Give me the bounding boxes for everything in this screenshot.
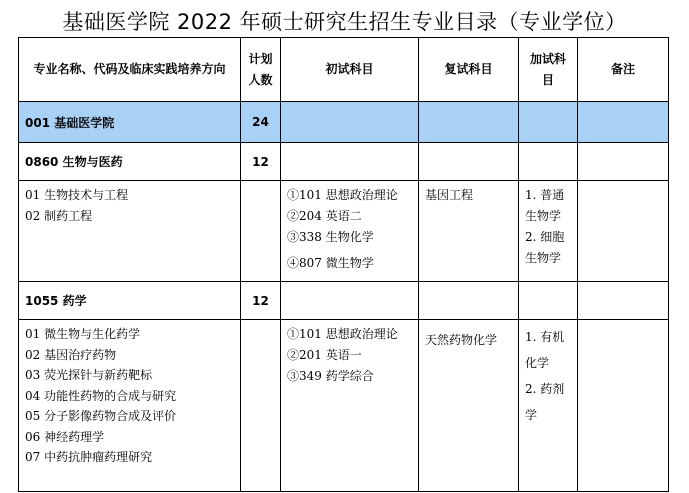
retest-subject-text: 基因工程 bbox=[425, 188, 474, 202]
header-quota-line1: 计划 bbox=[248, 51, 273, 66]
extra-subject-line: 2. 药剂 bbox=[525, 382, 565, 396]
initial-subject: ②201 英语一 bbox=[287, 348, 362, 362]
catalog-table bbox=[18, 37, 669, 492]
major-name: 1055 药学 bbox=[19, 282, 241, 320]
initial-subject: ②204 英语二 bbox=[287, 209, 362, 223]
extra-subject-line: 1. 有机 bbox=[525, 330, 565, 344]
initial-subject: ①101 思想政治理论 bbox=[287, 188, 398, 202]
direction-item: 01 微生物与生化药学 bbox=[25, 327, 141, 341]
extra-subject-list bbox=[519, 181, 578, 282]
direction-item: 02 基因治疗药物 bbox=[25, 347, 117, 362]
initial-subject: ③338 生物化学 bbox=[287, 230, 374, 244]
extra-subject-line: 生物学 bbox=[525, 251, 562, 265]
college-row bbox=[19, 102, 669, 143]
initial-subject: ①101 思想政治理论 bbox=[287, 327, 398, 341]
header-extra-line1: 加试科 bbox=[529, 51, 566, 66]
direction-item: 07 中药抗肿瘤药理研究 bbox=[25, 450, 153, 464]
extra-subject-line: 2. 细胞 bbox=[525, 230, 565, 244]
major-quota: 12 bbox=[241, 143, 281, 181]
extra-subject-line: 学 bbox=[525, 408, 538, 422]
header-extra-line2: 目 bbox=[541, 72, 554, 87]
header-extra-subjects bbox=[519, 38, 578, 102]
header-quota-line2: 人数 bbox=[248, 72, 273, 87]
direction-list bbox=[19, 320, 241, 492]
major-detail-row bbox=[19, 181, 669, 282]
college-name: 001 基础医学院 bbox=[19, 102, 241, 143]
major-detail-row bbox=[19, 320, 669, 492]
retest-subject bbox=[419, 181, 519, 282]
retest-subject bbox=[419, 320, 519, 492]
extra-subject-line: 生物学 bbox=[525, 209, 562, 223]
major-name: 0860 生物与医药 bbox=[19, 143, 241, 181]
extra-subject-line: 化学 bbox=[525, 356, 550, 370]
header-row bbox=[19, 38, 669, 102]
direction-item: 03 荧光探针与新药靶标 bbox=[25, 368, 153, 382]
major-row bbox=[19, 282, 669, 320]
direction-item: 05 分子影像药物合成及评价 bbox=[25, 409, 177, 423]
header-major: 专业名称、代码及临床实践培养方向 bbox=[19, 38, 241, 102]
initial-subject: ③349 药学综合 bbox=[287, 369, 374, 383]
extra-subject-list bbox=[519, 320, 578, 492]
initial-subject-list bbox=[281, 181, 419, 282]
header-retest-subjects: 复试科目 bbox=[419, 38, 519, 102]
initial-subject: ④807 微生物学 bbox=[287, 256, 374, 270]
initial-subject-list bbox=[281, 320, 419, 492]
retest-subject-text: 天然药物化学 bbox=[425, 333, 498, 347]
direction-item: 02 制药工程 bbox=[25, 208, 93, 223]
direction-item: 01 生物技术与工程 bbox=[25, 188, 129, 202]
page-title: 基础医学院 2022 年硕士研究生招生专业目录（专业学位） bbox=[62, 10, 627, 34]
header-quota bbox=[241, 38, 281, 102]
major-row bbox=[19, 143, 669, 181]
college-quota: 24 bbox=[241, 102, 281, 143]
direction-list bbox=[19, 181, 241, 282]
direction-item: 06 神经药理学 bbox=[25, 429, 105, 444]
direction-item: 04 功能性药物的合成与研究 bbox=[25, 388, 177, 403]
header-initial-subjects: 初试科目 bbox=[281, 38, 419, 102]
header-note: 备注 bbox=[578, 38, 669, 102]
extra-subject-line: 1. 普通 bbox=[525, 188, 565, 202]
major-quota: 12 bbox=[241, 282, 281, 320]
